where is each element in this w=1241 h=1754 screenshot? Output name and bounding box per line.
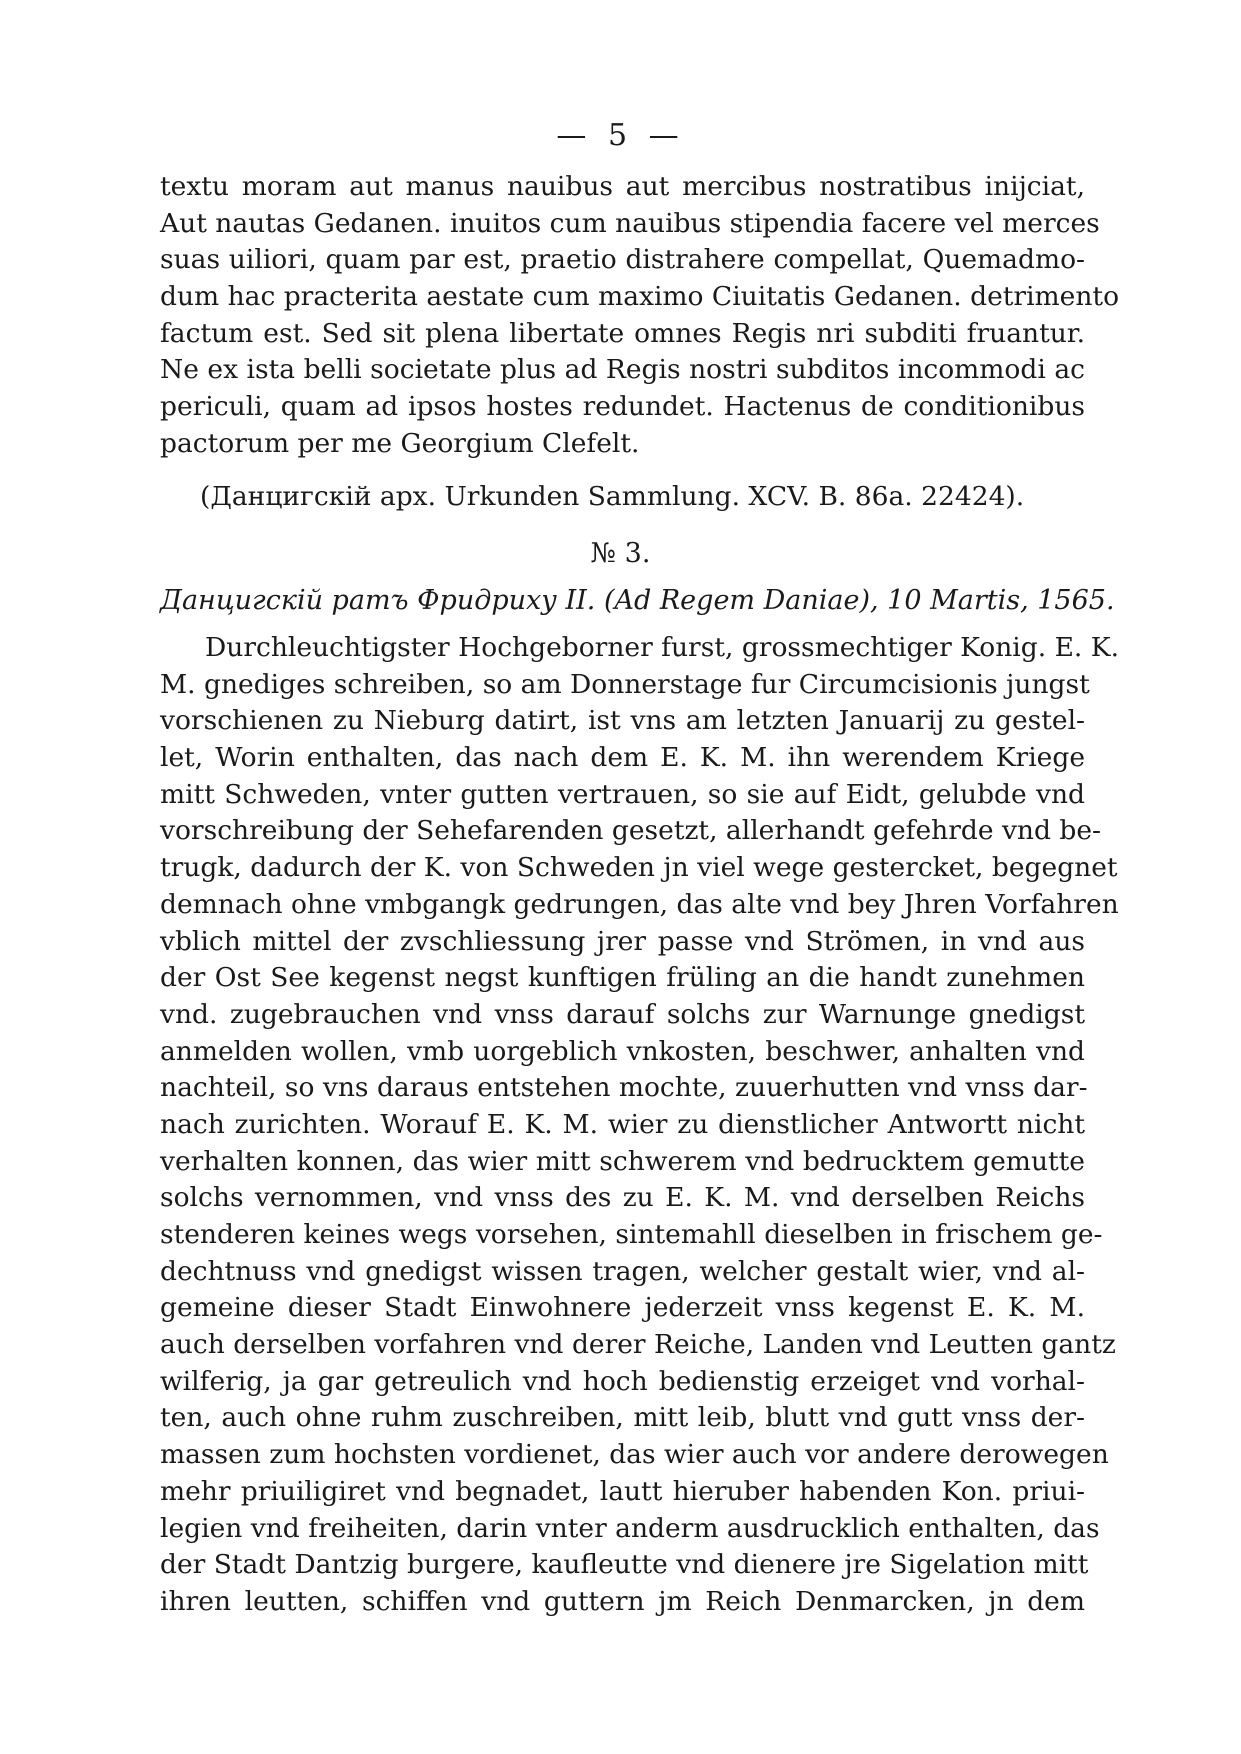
letter-paragraph	[160, 630, 1119, 1621]
document-heading: Данцигскій ратъ Фридриху II. (Ad Regem Daniae), 10 Martis, 1565.	[160, 585, 1115, 616]
text-line: legien vnd freiheiten, darin vnter anderm ausdrucklich enthalten, das	[160, 1512, 1100, 1544]
text-line: gemeine dieser Stadt Einwohnere jederzeit vnss kegenst E. K. M.	[160, 1292, 1085, 1324]
text-line: vblich mittel der zvschliessung jrer passe vnd Strömen, in vnd aus	[160, 925, 1085, 957]
text-line: dum hac practerita aestate cum maximo Ciuitatis Gedanen. detrimento	[160, 281, 1120, 313]
text-line: anmelden wollen, vmb uorgeblich vnkosten, beschwer, anhalten vnd	[160, 1035, 1085, 1067]
text-line: nachteil, so vns daraus entstehen mochte, zuuerhutten vnd vnss dar-	[160, 1072, 1088, 1104]
text-line: mehr priuiligiret vnd begnadet, lautt hieruber habenden Kon. priui-	[160, 1475, 1085, 1507]
document-number: № 3.	[590, 538, 651, 569]
text-line: M. gnediges schreiben, so am Donnerstage fur Circumcisionis jungst	[160, 668, 1090, 700]
text-line: vorschienen zu Nieburg datirt, ist vns am letzten Januarij zu gestel-	[160, 705, 1085, 737]
text-line: vnd. zugebrauchen vnd vnss darauf solchs zur Warnunge gnedigst	[160, 998, 1085, 1030]
text-line: trugk, dadurch der K. von Schweden jn viel wege gestercket, begegnet	[160, 852, 1118, 884]
text-line: vorschreibung der Sehefarenden gesetzt, allerhandt gefehrde vnd be-	[160, 815, 1101, 847]
text-line: Durchleuchtigster Hochgeborner furst, grossmechtiger Konig. E. K.	[205, 632, 1119, 663]
text-line: der Stadt Dantzig burgere, kaufleutte vnd dienere jre Sigelation mitt	[160, 1549, 1089, 1581]
text-line: wilferig, ja gar getreulich vnd hoch bedienstig erzeiget vnd vorhal-	[160, 1365, 1085, 1397]
text-line: textu moram aut manus nauibus aut mercibus nostratibus inijciat,	[160, 171, 1085, 202]
text-line: let, Worin enthalten, das nach dem E. K. M. ihn werendem Kriege	[160, 742, 1085, 774]
text-line: stenderen keines wegs vorsehen, sintemahll dieselben in frischem ge-	[160, 1219, 1103, 1250]
text-line: mitt Schweden, vnter gutten vertrauen, so sie auf Eidt, gelubde vnd	[160, 778, 1085, 810]
archive-citation: (Данцигскій арх. Urkunden Sammlung. XCV. B. 86a. 22424).	[200, 481, 1025, 512]
text-line: periculi, quam ad ipsos hostes redundet. Hactenus de conditionibus	[160, 391, 1085, 423]
text-line: dechtnuss vnd gnedigst wissen tragen, welcher gestalt wier, vnd al-	[160, 1255, 1085, 1287]
text-line: pactorum per me Georgium Clefelt.	[160, 427, 640, 459]
page-number: — 5 —	[556, 118, 685, 153]
top-paragraph	[160, 169, 1120, 463]
text-line: der Ost See kegenst negst kunftigen früling an die handt zunehmen	[160, 962, 1085, 994]
text-line: demnach ohne vmbgangk gedrungen, das alte vnd bey Jhren Vorfahren	[160, 888, 1119, 920]
text-line: ihren leutten, schiffen vnd guttern jm Reich Denmarcken, jn dem	[160, 1585, 1085, 1617]
text-line: suas uiliori, quam par est, praetio distrahere compellat, Quemadmo-	[160, 244, 1085, 276]
text-line: Aut nautas Gedanen. inuitos cum nauibus stipendia facere vel merces	[160, 207, 1100, 239]
text-line: Ne ex ista belli societate plus ad Regis nostri subditos incommodi ac	[160, 354, 1085, 386]
text-line: auch derselben vorfahren vnd derer Reiche, Landen vnd Leutten gantz	[160, 1329, 1116, 1361]
text-line: massen zum hochsten vordienet, das wier auch vor andere derowegen	[160, 1439, 1109, 1471]
text-line: factum est. Sed sit plena libertate omnes Regis nri subditi fruantur.	[160, 317, 1085, 349]
text-line: ten, auch ohne ruhm zuschreiben, mitt leib, blutt vnd gutt vnss der-	[160, 1402, 1085, 1434]
text-line: nach zurichten. Worauf E. K. M. wier zu dienstlicher Antwortt nicht	[160, 1108, 1085, 1140]
text-line: verhalten konnen, das wier mitt schwerem vnd bedrucktem gemutte	[160, 1145, 1085, 1177]
text-line: solchs vernommen, vnd vnss des zu E. K. M. vnd derselben Reichs	[160, 1182, 1085, 1214]
